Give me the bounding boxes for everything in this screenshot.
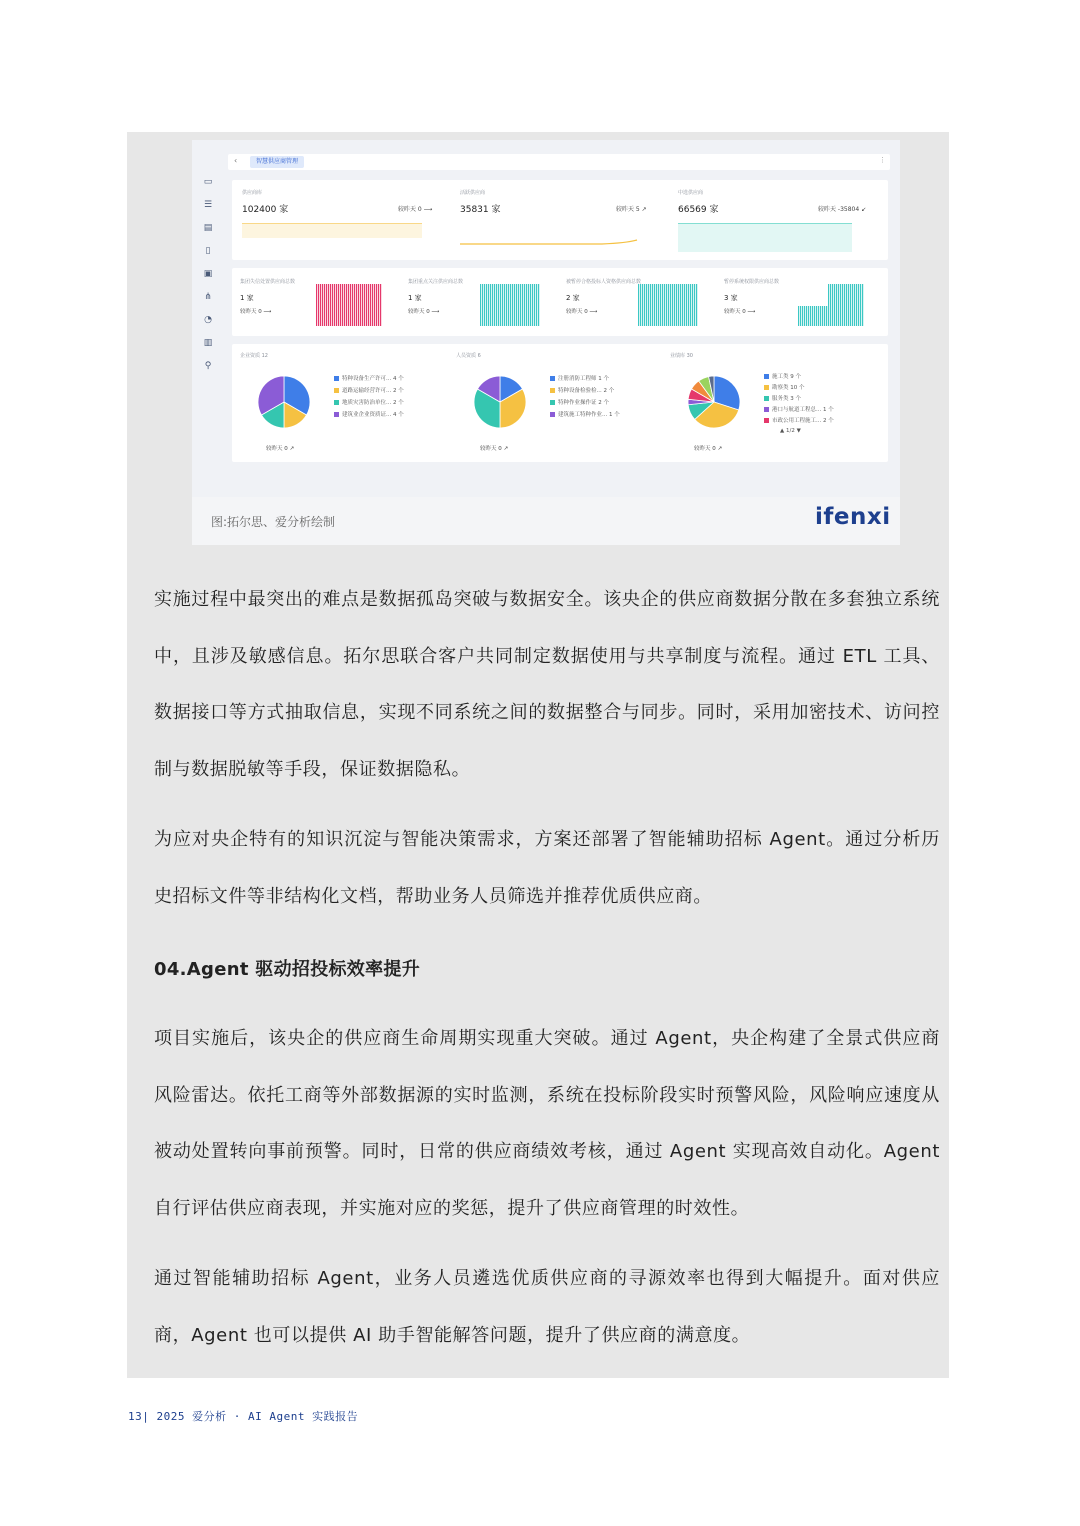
- stat-bar: [534, 284, 535, 326]
- stat-bar: [322, 284, 323, 326]
- legend-item: 特种设备生产许可... 4 个: [334, 374, 404, 382]
- stat-compare: 较昨天 0 ⟶: [240, 309, 272, 315]
- stat-bar: [650, 284, 651, 326]
- stat-bar: [328, 284, 329, 326]
- stat-bar: [380, 284, 381, 326]
- pie-title: 人员资质 6: [456, 353, 481, 359]
- stat-bar: [538, 284, 539, 326]
- stat-bar: [494, 284, 495, 326]
- kpi-panel: [232, 180, 888, 260]
- stat-bar: [830, 284, 831, 326]
- stat-bar: [350, 284, 351, 326]
- kpi-compare: 较昨天 5 ↗: [616, 206, 647, 213]
- legend-item: 建筑业企业资质证... 4 个: [334, 410, 404, 418]
- stat-bar: [858, 284, 859, 326]
- stat-bar: [666, 284, 667, 326]
- stat-bar: [342, 284, 343, 326]
- tab-supplier-management[interactable]: 智慧供应商管理: [250, 156, 304, 168]
- stat-bar: [668, 284, 669, 326]
- monitor-icon[interactable]: ▭: [203, 177, 213, 187]
- stat-compare: 较昨天 0 ⟶: [724, 309, 756, 315]
- stat-bar: [484, 284, 485, 326]
- stat-bar: [330, 284, 331, 326]
- stat-bar: [832, 284, 833, 326]
- stat-bar: [320, 284, 321, 326]
- stat-bar: [654, 284, 655, 326]
- legend-item: 勘察类 10 个: [764, 383, 805, 391]
- stat-bar: [368, 284, 369, 326]
- stat-bar: [362, 284, 363, 326]
- pie-title: 企业资质 12: [240, 353, 268, 359]
- pie-compare: 较昨天 0 ↗: [266, 446, 295, 452]
- stat-bar: [492, 284, 493, 326]
- kpi-value: 35831 家: [460, 205, 501, 215]
- stat-bar: [862, 284, 863, 326]
- stat-label: 集团重点关注供应商总数: [408, 279, 464, 285]
- stat-bar: [822, 306, 823, 326]
- stat-bar: [676, 284, 677, 326]
- stat-bar: [852, 284, 853, 326]
- stat-bar: [672, 284, 673, 326]
- ifenxi-logo: ifenxi: [815, 504, 891, 530]
- stat-bar: [818, 306, 819, 326]
- stat-bar: [528, 284, 529, 326]
- stat-bar: [318, 284, 319, 326]
- stat-bar: [486, 284, 487, 326]
- stat-bar: [812, 306, 813, 326]
- stat-bar: [682, 284, 683, 326]
- stat-bar: [352, 284, 353, 326]
- section-heading: 04.Agent 驱动招投标效率提升: [154, 959, 420, 980]
- stat-bar: [854, 284, 855, 326]
- stat-bar: [838, 284, 839, 326]
- pie-compare: 较昨天 0 ↗: [480, 446, 509, 452]
- stat-bar: [488, 284, 489, 326]
- body-paragraph: 项目实施后，该央企的供应商生命周期实现重大突破。通过 Agent，央企构建了全景式供应商风险雷达。依托工商等外部数据源的实时监测，系统在投标阶段实时预警风险，风险响应速度从被动处置转向事前预警。同时，日常的供应商绩效考核，通过 Agent 实现高效自动化。Agent 自行评估供应商表现，并实施对应的奖惩，提升了供应商管理的时效性。: [154, 1028, 940, 1219]
- stat-bar: [806, 306, 807, 326]
- stat-bar: [338, 284, 339, 326]
- stat-bar: [642, 284, 643, 326]
- stat-bar: [358, 284, 359, 326]
- stat-value: 3 家: [724, 294, 738, 302]
- stat-bar: [696, 284, 697, 326]
- stat-bar: [684, 284, 685, 326]
- stat-bar: [356, 284, 357, 326]
- stat-bar: [688, 284, 689, 326]
- stat-bar: [798, 306, 799, 326]
- stat-bar: [842, 284, 843, 326]
- stat-compare: 较昨天 0 ⟶: [408, 309, 440, 315]
- stat-bar: [848, 284, 849, 326]
- kpi-value: 102400 家: [242, 205, 289, 215]
- tree-icon[interactable]: ⋔: [204, 292, 212, 302]
- stat-bar: [856, 284, 857, 326]
- legend-item: 港口与航道工程总... 1 个: [764, 405, 834, 413]
- stat-bar: [804, 306, 805, 326]
- kpi-sparkline-2: [460, 240, 637, 244]
- stat-bar: [334, 284, 335, 326]
- body-paragraph: 通过智能辅助招标 Agent，业务人员遴选优质供应商的寻源效率也得到大幅提升。面对供应商，Agent 也可以提供 AI 助手智能解答问题，提升了供应商的满意度。: [154, 1268, 940, 1346]
- stat-bar: [678, 284, 679, 326]
- stat-bar: [844, 284, 845, 326]
- stat-bar: [518, 284, 519, 326]
- stat-bar: [846, 284, 847, 326]
- stat-bar: [680, 284, 681, 326]
- stat-bar: [490, 284, 491, 326]
- kpi-label: 活跃供应商: [460, 190, 486, 196]
- legend-item: 服务类 3 个: [764, 394, 801, 402]
- stat-bar: [690, 284, 691, 326]
- doc-icon[interactable]: ▤: [203, 223, 213, 233]
- stat-value: 1 家: [240, 294, 254, 302]
- legend-item: 地质灾害防治单位... 2 个: [334, 398, 404, 406]
- stat-bar: [366, 284, 367, 326]
- side-rail: [196, 176, 218, 383]
- list-icon[interactable]: ☰: [203, 200, 213, 210]
- body-paragraph: 实施过程中最突出的难点是数据孤岛突破与数据安全。该央企的供应商数据分散在多套独立系统中，且涉及敏感信息。拓尔思联合客户共同制定数据使用与共享制度与流程。通过 ETL 工具、数据接口等方式抽取信息，实现不同系统之间的数据整合与同步。同时，采用加密技术、访问控制与数据脱敏等手段，保证数据隐私。: [154, 589, 940, 780]
- legend-item: 特种作业操作证 2 个: [550, 398, 609, 406]
- stat-bar: [374, 284, 375, 326]
- stat-bar: [644, 284, 645, 326]
- legend-item: 道路运输经营许可... 2 个: [334, 386, 404, 394]
- stat-bar: [816, 306, 817, 326]
- stat-bar: [524, 284, 525, 326]
- stat-bar: [810, 306, 811, 326]
- stat-bar: [360, 284, 361, 326]
- kpi-compare: 较昨天 0 ⟶: [398, 206, 433, 213]
- stat-label: 暂停系统权限供应商总数: [724, 279, 780, 285]
- stat-bar: [340, 284, 341, 326]
- stat-bar: [686, 284, 687, 326]
- book-icon[interactable]: ▥: [203, 338, 213, 348]
- stat-bar: [502, 284, 503, 326]
- stat-bar: [826, 306, 827, 326]
- legend-item: 建筑施工特种作业... 1 个: [550, 410, 620, 418]
- stat-bar: [820, 306, 821, 326]
- kpi-sparkfill-1: [242, 224, 422, 238]
- pie-title: 业绩库 30: [670, 353, 693, 359]
- file-icon[interactable]: ▯: [205, 246, 211, 256]
- stat-bar: [694, 284, 695, 326]
- dashboard-screenshot: [192, 140, 900, 497]
- stat-bar: [646, 284, 647, 326]
- card-icon[interactable]: ▣: [203, 269, 213, 279]
- pie-panel: [232, 344, 888, 462]
- stat-bar: [346, 284, 347, 326]
- stat-bar: [824, 306, 825, 326]
- stat-bar: [516, 284, 517, 326]
- stat-value: 1 家: [408, 294, 422, 302]
- stat-bar: [370, 284, 371, 326]
- body-paragraph: 为应对央企特有的知识沉淀与智能决策需求，方案还部署了智能辅助招标 Agent。通过分析历史招标文件等非结构化文档，帮助业务人员筛选并推荐优质供应商。: [154, 829, 940, 907]
- stat-bar: [532, 284, 533, 326]
- tab-bar: [228, 154, 890, 170]
- stat-bar: [658, 284, 659, 326]
- stat-label: 集团失信处置供应商总数: [240, 279, 296, 285]
- stat-bar: [316, 284, 317, 326]
- stat-bar: [336, 284, 337, 326]
- stat-value: 2 家: [566, 294, 580, 302]
- legend-item: 特种设备检验检... 2 个: [550, 386, 614, 394]
- stat-bar: [514, 284, 515, 326]
- kpi-label: 中选供应商: [678, 190, 704, 196]
- legend-item: 施工类 9 个: [764, 372, 801, 380]
- stat-bar: [512, 284, 513, 326]
- stat-bar: [660, 284, 661, 326]
- stat-bar: [508, 284, 509, 326]
- stat-bar: [814, 306, 815, 326]
- stat-bar: [482, 284, 483, 326]
- stat-bar: [652, 284, 653, 326]
- stat-bar: [656, 284, 657, 326]
- stat-bar: [800, 306, 801, 326]
- stat-bar: [324, 284, 325, 326]
- stat-bar: [500, 284, 501, 326]
- legend-pager[interactable]: ▲ 1/2 ▼: [780, 428, 801, 434]
- kpi-label: 供应商库: [242, 190, 263, 196]
- stat-bar: [640, 284, 641, 326]
- figure-caption: 图:拓尔思、爱分析绘制: [211, 515, 336, 529]
- stat-bar: [332, 284, 333, 326]
- stat-bar: [372, 284, 373, 326]
- stat-bar: [504, 284, 505, 326]
- stat-bar: [496, 284, 497, 326]
- stat-bar: [670, 284, 671, 326]
- stat-barcodes: [232, 268, 888, 336]
- stat-bar: [638, 284, 639, 326]
- stat-bar: [344, 284, 345, 326]
- stat-bar: [530, 284, 531, 326]
- stat-bar: [834, 284, 835, 326]
- stat-bar: [840, 284, 841, 326]
- kpi-sparklines: [232, 180, 888, 260]
- person-icon[interactable]: ⚲: [204, 361, 212, 371]
- stat-bar: [836, 284, 837, 326]
- stat-bar: [376, 284, 377, 326]
- stat-bar: [802, 306, 803, 326]
- stat-bar: [536, 284, 537, 326]
- stat-bar: [326, 284, 327, 326]
- stat-bar: [520, 284, 521, 326]
- user-icon[interactable]: ◔: [204, 315, 212, 325]
- chevron-left-icon[interactable]: ‹: [234, 156, 238, 165]
- page-footer: 13| 2025 爱分析 · AI Agent 实践报告: [128, 1410, 359, 1423]
- stat-bar: [510, 284, 511, 326]
- stat-bar: [850, 284, 851, 326]
- stat-bar: [378, 284, 379, 326]
- stat-bar: [692, 284, 693, 326]
- stat-bar: [348, 284, 349, 326]
- dashboard-figure: [192, 140, 900, 545]
- stat-bar: [808, 306, 809, 326]
- kpi-compare: 较昨天 -35804 ↙: [818, 206, 867, 213]
- more-icon[interactable]: ⋮: [879, 156, 886, 164]
- stat-label: 被暂停合格投标人资格供应商总数: [566, 279, 642, 285]
- stat-panel: [232, 268, 888, 336]
- legend-item: 注册消防工程师 1 个: [550, 374, 609, 382]
- stat-bar: [648, 284, 649, 326]
- legend-item: 市政公用工程施工... 2 个: [764, 416, 834, 424]
- kpi-value: 66569 家: [678, 205, 719, 215]
- stat-bar: [364, 284, 365, 326]
- stat-bar: [354, 284, 355, 326]
- stat-bar: [860, 284, 861, 326]
- pie-compare: 较昨天 0 ↗: [694, 446, 723, 452]
- stat-compare: 较昨天 0 ⟶: [566, 309, 598, 315]
- stat-bar: [506, 284, 507, 326]
- stat-bar: [526, 284, 527, 326]
- stat-bar: [674, 284, 675, 326]
- stat-bar: [498, 284, 499, 326]
- stat-bar: [480, 284, 481, 326]
- kpi-sparkfill-3: [678, 224, 852, 252]
- stat-bar: [522, 284, 523, 326]
- stat-bar: [662, 284, 663, 326]
- stat-bar: [664, 284, 665, 326]
- stat-bar: [828, 284, 829, 326]
